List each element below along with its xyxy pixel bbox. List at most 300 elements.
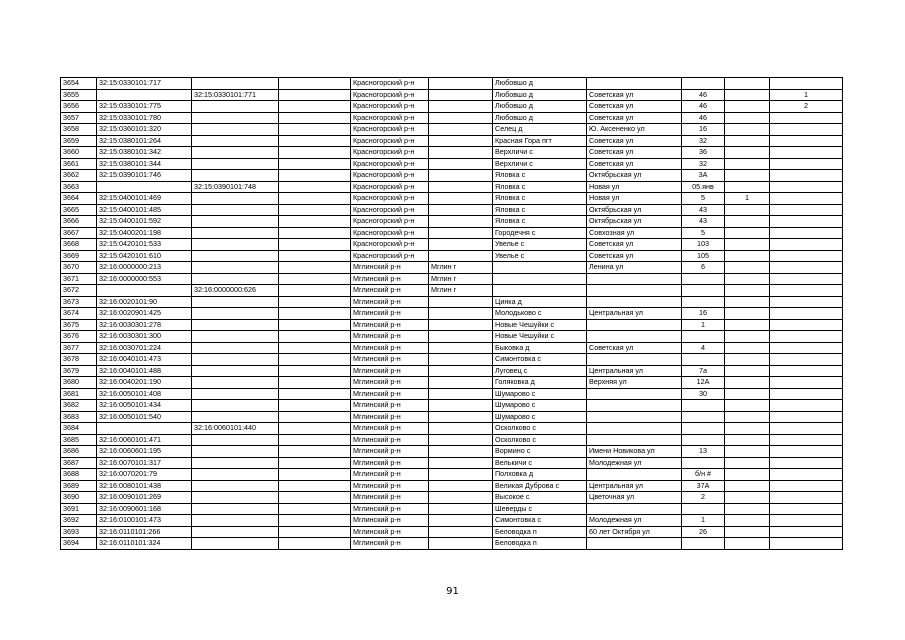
building-cell: [725, 112, 770, 124]
town-cell: [429, 423, 493, 435]
district-cell: Мглинский р-н: [351, 400, 429, 412]
empty-cell: [279, 377, 351, 389]
district-cell: Мглинский р-н: [351, 538, 429, 550]
cadastral-number-cell: 32:15:0330101:780: [97, 112, 192, 124]
alt-cadastral-number-cell: [192, 101, 279, 113]
alt-cadastral-number-cell: 32:15:0330101:771: [192, 89, 279, 101]
page-number: 91: [446, 586, 459, 597]
unit-cell: [770, 354, 843, 366]
settlement-cell: Яловка с: [493, 181, 587, 193]
unit-cell: [770, 308, 843, 320]
unit-cell: [770, 135, 843, 147]
building-cell: [725, 170, 770, 182]
alt-cadastral-number-cell: [192, 400, 279, 412]
cadastral-number-cell: 32:16:0060601:195: [97, 446, 192, 458]
cadastral-number-cell: 32:16:0030301:300: [97, 331, 192, 343]
alt-cadastral-number-cell: [192, 124, 279, 136]
street-cell: Ю. Аксененко ул: [587, 124, 682, 136]
alt-cadastral-number-cell: [192, 331, 279, 343]
street-cell: [587, 400, 682, 412]
unit-cell: [770, 492, 843, 504]
unit-cell: [770, 469, 843, 481]
empty-cell: [279, 216, 351, 228]
row-number-cell: 3674: [61, 308, 97, 320]
row-number-cell: 3680: [61, 377, 97, 389]
district-cell: Мглинский р-н: [351, 411, 429, 423]
house-number-cell: 1: [682, 515, 725, 527]
alt-cadastral-number-cell: [192, 446, 279, 458]
building-cell: [725, 469, 770, 481]
unit-cell: [770, 204, 843, 216]
cadastral-number-cell: 32:16:0000000:553: [97, 273, 192, 285]
table-row: [61, 331, 843, 343]
row-number-cell: 3662: [61, 170, 97, 182]
street-cell: Новая ул: [587, 181, 682, 193]
settlement-cell: Симонтовка с: [493, 354, 587, 366]
building-cell: [725, 331, 770, 343]
town-cell: [429, 446, 493, 458]
house-number-cell: 13: [682, 446, 725, 458]
row-number-cell: 3682: [61, 400, 97, 412]
unit-cell: [770, 193, 843, 205]
street-cell: [587, 434, 682, 446]
empty-cell: [279, 112, 351, 124]
row-number-cell: 3677: [61, 342, 97, 354]
building-cell: [725, 181, 770, 193]
town-cell: [429, 480, 493, 492]
alt-cadastral-number-cell: 32:15:0390101:748: [192, 181, 279, 193]
settlement-cell: Вормино с: [493, 446, 587, 458]
house-number-cell: 30: [682, 388, 725, 400]
street-cell: [587, 411, 682, 423]
unit-cell: [770, 503, 843, 515]
building-cell: [725, 388, 770, 400]
unit-cell: [770, 78, 843, 90]
table-row: [61, 492, 843, 504]
building-cell: [725, 411, 770, 423]
building-cell: [725, 147, 770, 159]
table-row: [61, 377, 843, 389]
empty-cell: [279, 365, 351, 377]
cadastral-number-cell: 32:15:0400101:592: [97, 216, 192, 228]
district-cell: Мглинский р-н: [351, 457, 429, 469]
unit-cell: [770, 457, 843, 469]
town-cell: [429, 503, 493, 515]
house-number-cell: 26: [682, 526, 725, 538]
house-number-cell: 1: [682, 319, 725, 331]
town-cell: [429, 147, 493, 159]
row-number-cell: 3671: [61, 273, 97, 285]
house-number-cell: 43: [682, 204, 725, 216]
alt-cadastral-number-cell: [192, 147, 279, 159]
alt-cadastral-number-cell: [192, 538, 279, 550]
settlement-cell: Новые Чешуйки с: [493, 319, 587, 331]
alt-cadastral-number-cell: [192, 469, 279, 481]
building-cell: [725, 296, 770, 308]
house-number-cell: [682, 273, 725, 285]
empty-cell: [279, 423, 351, 435]
building-cell: [725, 78, 770, 90]
cadastral-number-cell: 32:15:0400201:198: [97, 227, 192, 239]
settlement-cell: Цинка д: [493, 296, 587, 308]
empty-cell: [279, 319, 351, 331]
alt-cadastral-number-cell: [192, 411, 279, 423]
house-number-cell: [682, 354, 725, 366]
district-cell: Мглинский р-н: [351, 469, 429, 481]
table-row: [61, 135, 843, 147]
building-cell: [725, 538, 770, 550]
street-cell: 60 лет Октября ул: [587, 526, 682, 538]
table-row: [61, 400, 843, 412]
house-number-cell: [682, 400, 725, 412]
cadastral-number-cell: 32:16:0040201:190: [97, 377, 192, 389]
town-cell: Мглин г: [429, 285, 493, 297]
settlement-cell: Осколково с: [493, 434, 587, 446]
settlement-cell: Увелье с: [493, 250, 587, 262]
alt-cadastral-number-cell: 32:16:0060101:440: [192, 423, 279, 435]
house-number-cell: 5: [682, 227, 725, 239]
row-number-cell: 3673: [61, 296, 97, 308]
cadastral-number-cell: 32:16:0090101:269: [97, 492, 192, 504]
street-cell: [587, 331, 682, 343]
building-cell: [725, 124, 770, 136]
settlement-cell: Яловка с: [493, 193, 587, 205]
house-number-cell: 05.янв: [682, 181, 725, 193]
settlement-cell: Городечня с: [493, 227, 587, 239]
settlement-cell: Беловодка п: [493, 538, 587, 550]
cadastral-number-cell: [97, 181, 192, 193]
row-number-cell: 3656: [61, 101, 97, 113]
building-cell: [725, 457, 770, 469]
house-number-cell: 46: [682, 112, 725, 124]
town-cell: [429, 354, 493, 366]
empty-cell: [279, 147, 351, 159]
district-cell: Красногорский р-н: [351, 250, 429, 262]
district-cell: Мглинский р-н: [351, 365, 429, 377]
house-number-cell: 103: [682, 239, 725, 251]
district-cell: Красногорский р-н: [351, 124, 429, 136]
street-cell: [587, 388, 682, 400]
table-row: [61, 89, 843, 101]
empty-cell: [279, 204, 351, 216]
street-cell: Советская ул: [587, 89, 682, 101]
unit-cell: 2: [770, 101, 843, 113]
alt-cadastral-number-cell: [192, 308, 279, 320]
row-number-cell: 3692: [61, 515, 97, 527]
alt-cadastral-number-cell: [192, 388, 279, 400]
street-cell: Октябрьская ул: [587, 204, 682, 216]
building-cell: [725, 89, 770, 101]
building-cell: [725, 526, 770, 538]
settlement-cell: Любовшо д: [493, 78, 587, 90]
cadastral-number-cell: 32:16:0000000:213: [97, 262, 192, 274]
table-row: [61, 273, 843, 285]
settlement-cell: Любовшо д: [493, 101, 587, 113]
street-cell: [587, 423, 682, 435]
empty-cell: [279, 89, 351, 101]
street-cell: Молодежная ул: [587, 457, 682, 469]
cadastral-number-cell: 32:16:0070201:79: [97, 469, 192, 481]
district-cell: Красногорский р-н: [351, 239, 429, 251]
district-cell: Мглинский р-н: [351, 434, 429, 446]
district-cell: Красногорский р-н: [351, 135, 429, 147]
house-number-cell: 32: [682, 135, 725, 147]
building-cell: [725, 423, 770, 435]
building-cell: [725, 319, 770, 331]
town-cell: [429, 388, 493, 400]
district-cell: Красногорский р-н: [351, 181, 429, 193]
house-number-cell: 16: [682, 308, 725, 320]
cadastral-number-cell: 32:16:0110101:324: [97, 538, 192, 550]
building-cell: [725, 227, 770, 239]
unit-cell: [770, 181, 843, 193]
town-cell: [429, 227, 493, 239]
table-row: [61, 227, 843, 239]
unit-cell: [770, 250, 843, 262]
house-number-cell: [682, 296, 725, 308]
empty-cell: [279, 158, 351, 170]
settlement-cell: Луговец с: [493, 365, 587, 377]
unit-cell: [770, 331, 843, 343]
unit-cell: [770, 411, 843, 423]
cadastral-number-cell: 32:15:0330101:717: [97, 78, 192, 90]
row-number-cell: 3667: [61, 227, 97, 239]
district-cell: Мглинский р-н: [351, 331, 429, 343]
unit-cell: [770, 285, 843, 297]
building-cell: 1: [725, 193, 770, 205]
street-cell: [587, 354, 682, 366]
street-cell: [587, 538, 682, 550]
row-number-cell: 3668: [61, 239, 97, 251]
cadastral-number-cell: 32:16:0040101:473: [97, 354, 192, 366]
cadastral-number-cell: 32:15:0330101:775: [97, 101, 192, 113]
town-cell: [429, 124, 493, 136]
district-cell: Красногорский р-н: [351, 89, 429, 101]
alt-cadastral-number-cell: [192, 227, 279, 239]
town-cell: [429, 515, 493, 527]
table-row: [61, 170, 843, 182]
street-cell: Верхняя ул: [587, 377, 682, 389]
empty-cell: [279, 285, 351, 297]
alt-cadastral-number-cell: [192, 480, 279, 492]
settlement-cell: Яловка с: [493, 216, 587, 228]
alt-cadastral-number-cell: [192, 503, 279, 515]
district-cell: Мглинский р-н: [351, 480, 429, 492]
house-number-cell: [682, 538, 725, 550]
street-cell: [587, 296, 682, 308]
empty-cell: [279, 135, 351, 147]
district-cell: Красногорский р-н: [351, 158, 429, 170]
settlement-cell: Селец д: [493, 124, 587, 136]
row-number-cell: 3665: [61, 204, 97, 216]
house-number-cell: 12А: [682, 377, 725, 389]
building-cell: [725, 158, 770, 170]
unit-cell: [770, 227, 843, 239]
town-cell: [429, 319, 493, 331]
empty-cell: [279, 354, 351, 366]
unit-cell: [770, 124, 843, 136]
town-cell: [429, 377, 493, 389]
alt-cadastral-number-cell: [192, 434, 279, 446]
cadastral-number-cell: 32:15:0420101:533: [97, 239, 192, 251]
district-cell: Красногорский р-н: [351, 112, 429, 124]
table-row: [61, 147, 843, 159]
alt-cadastral-number-cell: [192, 365, 279, 377]
cadastral-number-cell: [97, 285, 192, 297]
house-number-cell: [682, 78, 725, 90]
row-number-cell: 3690: [61, 492, 97, 504]
empty-cell: [279, 193, 351, 205]
town-cell: [429, 135, 493, 147]
settlement-cell: Молодьково с: [493, 308, 587, 320]
district-cell: Мглинский р-н: [351, 262, 429, 274]
building-cell: [725, 101, 770, 113]
empty-cell: [279, 388, 351, 400]
street-cell: [587, 78, 682, 90]
settlement-cell: Великая Дуброва с: [493, 480, 587, 492]
district-cell: Мглинский р-н: [351, 492, 429, 504]
district-cell: Красногорский р-н: [351, 193, 429, 205]
cadastral-number-cell: 32:16:0060101:471: [97, 434, 192, 446]
unit-cell: [770, 388, 843, 400]
settlement-cell: Любовшо д: [493, 112, 587, 124]
table-row: [61, 457, 843, 469]
building-cell: [725, 239, 770, 251]
row-number-cell: 3654: [61, 78, 97, 90]
building-cell: [725, 400, 770, 412]
empty-cell: [279, 239, 351, 251]
empty-cell: [279, 262, 351, 274]
town-cell: [429, 181, 493, 193]
building-cell: [725, 503, 770, 515]
row-number-cell: 3661: [61, 158, 97, 170]
cadastral-number-cell: 32:15:0380101:264: [97, 135, 192, 147]
building-cell: [725, 250, 770, 262]
house-number-cell: 32: [682, 158, 725, 170]
row-number-cell: 3666: [61, 216, 97, 228]
district-cell: Красногорский р-н: [351, 227, 429, 239]
empty-cell: [279, 492, 351, 504]
unit-cell: [770, 365, 843, 377]
district-cell: Мглинский р-н: [351, 296, 429, 308]
table-row: [61, 526, 843, 538]
cadastral-number-cell: 32:16:0020901:425: [97, 308, 192, 320]
settlement-cell: Красная Гора пгт: [493, 135, 587, 147]
empty-cell: [279, 331, 351, 343]
cadastral-number-cell: [97, 89, 192, 101]
settlement-cell: Шумарово с: [493, 400, 587, 412]
alt-cadastral-number-cell: [192, 262, 279, 274]
table-row: [61, 342, 843, 354]
district-cell: Мглинский р-н: [351, 423, 429, 435]
settlement-cell: Симонтовка с: [493, 515, 587, 527]
unit-cell: [770, 377, 843, 389]
town-cell: [429, 239, 493, 251]
register-table-body: [61, 78, 843, 550]
table-row: [61, 78, 843, 90]
row-number-cell: 3681: [61, 388, 97, 400]
unit-cell: [770, 170, 843, 182]
empty-cell: [279, 342, 351, 354]
street-cell: Имени Новикова ул: [587, 446, 682, 458]
settlement-cell: Верхличи с: [493, 147, 587, 159]
district-cell: Красногорский р-н: [351, 101, 429, 113]
row-number-cell: 3658: [61, 124, 97, 136]
street-cell: Советская ул: [587, 147, 682, 159]
cadastral-number-cell: 32:16:0110101:266: [97, 526, 192, 538]
cadastral-number-cell: 32:15:0380101:344: [97, 158, 192, 170]
house-number-cell: 16: [682, 124, 725, 136]
town-cell: [429, 457, 493, 469]
street-cell: [587, 469, 682, 481]
empty-cell: [279, 296, 351, 308]
cadastral-number-cell: 32:16:0090601:168: [97, 503, 192, 515]
town-cell: [429, 365, 493, 377]
empty-cell: [279, 170, 351, 182]
alt-cadastral-number-cell: [192, 112, 279, 124]
row-number-cell: 3694: [61, 538, 97, 550]
row-number-cell: 3676: [61, 331, 97, 343]
street-cell: Центральная ул: [587, 480, 682, 492]
house-number-cell: 4: [682, 342, 725, 354]
district-cell: Мглинский р-н: [351, 342, 429, 354]
table-row: [61, 112, 843, 124]
table-row: [61, 216, 843, 228]
row-number-cell: 3689: [61, 480, 97, 492]
unit-cell: [770, 526, 843, 538]
empty-cell: [279, 181, 351, 193]
town-cell: [429, 308, 493, 320]
town-cell: [429, 538, 493, 550]
row-number-cell: 3683: [61, 411, 97, 423]
street-cell: Советская ул: [587, 101, 682, 113]
table-row: [61, 388, 843, 400]
row-number-cell: 3663: [61, 181, 97, 193]
settlement-cell: Осколково с: [493, 423, 587, 435]
cadastral-number-cell: 32:16:0070101:317: [97, 457, 192, 469]
alt-cadastral-number-cell: [192, 78, 279, 90]
street-cell: Молодежная ул: [587, 515, 682, 527]
house-number-cell: [682, 423, 725, 435]
cadastral-number-cell: 32:16:0050101:540: [97, 411, 192, 423]
empty-cell: [279, 538, 351, 550]
unit-cell: [770, 400, 843, 412]
town-cell: [429, 170, 493, 182]
street-cell: Советская ул: [587, 158, 682, 170]
town-cell: [429, 411, 493, 423]
district-cell: Мглинский р-н: [351, 273, 429, 285]
district-cell: Мглинский р-н: [351, 308, 429, 320]
alt-cadastral-number-cell: [192, 273, 279, 285]
empty-cell: [279, 434, 351, 446]
unit-cell: [770, 342, 843, 354]
row-number-cell: 3688: [61, 469, 97, 481]
table-row: [61, 285, 843, 297]
street-cell: Советская ул: [587, 135, 682, 147]
street-cell: [587, 285, 682, 297]
district-cell: Красногорский р-н: [351, 170, 429, 182]
empty-cell: [279, 227, 351, 239]
district-cell: Красногорский р-н: [351, 78, 429, 90]
building-cell: [725, 285, 770, 297]
building-cell: [725, 308, 770, 320]
empty-cell: [279, 273, 351, 285]
street-cell: [587, 319, 682, 331]
table-row: [61, 308, 843, 320]
table-row: [61, 193, 843, 205]
house-number-cell: 5: [682, 193, 725, 205]
street-cell: Октябрьская ул: [587, 216, 682, 228]
